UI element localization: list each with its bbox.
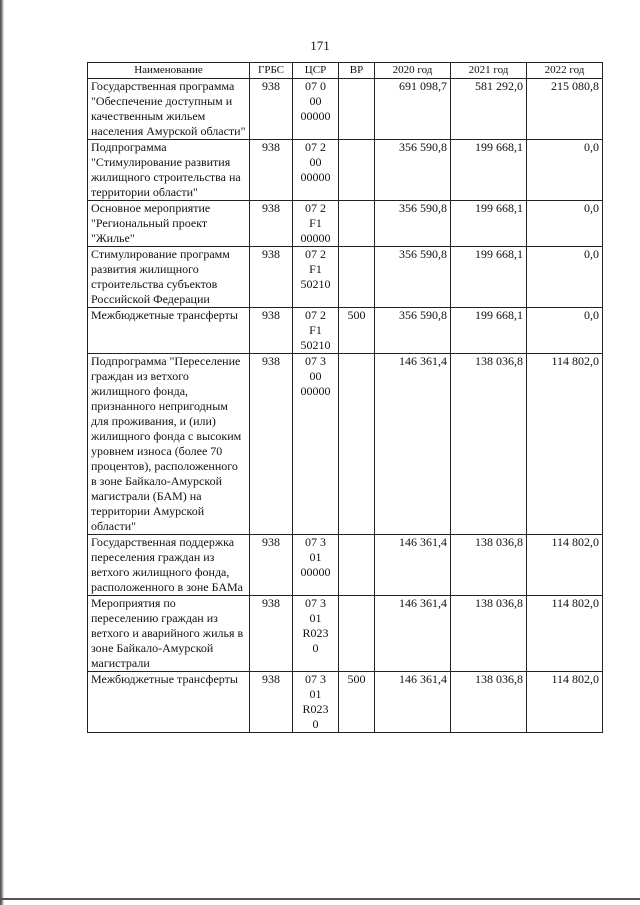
- cell-name: Подпрограмма "Переселение граждан из ветхого жилищного фонда, признанного непригодным для проживания, и (или) жилищного фонда с высоким уровнем износа (более 70 процентов), расположенного в зоне Байкало-Амурской магистрали (БАМ) на территории Амурской области": [88, 354, 250, 535]
- cell-2021: 138 036,8: [451, 535, 527, 596]
- csr-part: 07 3: [305, 354, 326, 368]
- cell-name: Межбюджетные трансферты: [88, 308, 250, 354]
- cell-grbs: 938: [250, 672, 293, 733]
- cell-vr: [339, 247, 375, 308]
- table-row: [88, 535, 603, 596]
- csr-part: 0: [312, 641, 319, 655]
- cell-name: Государственная программа "Обеспечение доступным и качественным жильем населения Амурской области": [88, 79, 250, 140]
- cell-vr: [339, 201, 375, 247]
- cell-csr: [293, 308, 339, 354]
- csr-part: 00000: [300, 565, 331, 579]
- cell-name: Стимулирование программ развития жилищного строительства субъектов Российской Федерации: [88, 247, 250, 308]
- csr-part: F1: [309, 323, 322, 337]
- table-row: [88, 672, 603, 733]
- csr-part: F1: [309, 216, 322, 230]
- cell-2022: 0,0: [527, 201, 603, 247]
- table-header-row: [88, 63, 603, 79]
- header-vr: ВР: [339, 63, 375, 79]
- cell-2021: 199 668,1: [451, 140, 527, 201]
- cell-2020: 356 590,8: [375, 247, 451, 308]
- cell-name: Мероприятия по переселению граждан из ветхого и аварийного жилья в зоне Байкало-Амурской магистрали: [88, 596, 250, 672]
- table-row: [88, 596, 603, 672]
- cell-vr: [339, 596, 375, 672]
- table-row: [88, 79, 603, 140]
- cell-csr: [293, 79, 339, 140]
- table-row: [88, 354, 603, 535]
- cell-2020: 356 590,8: [375, 201, 451, 247]
- cell-vr: [339, 79, 375, 140]
- csr-part: R023: [302, 702, 329, 716]
- cell-vr: 500: [339, 308, 375, 354]
- cell-2020: 356 590,8: [375, 140, 451, 201]
- csr-part: 07 2: [305, 201, 326, 215]
- table-row: [88, 308, 603, 354]
- csr-part: 01: [309, 611, 322, 625]
- csr-part: R023: [302, 626, 329, 640]
- cell-name: Основное мероприятие "Региональный проект "Жилье": [88, 201, 250, 247]
- cell-2022: 215 080,8: [527, 79, 603, 140]
- cell-grbs: 938: [250, 308, 293, 354]
- cell-grbs: 938: [250, 354, 293, 535]
- cell-grbs: 938: [250, 596, 293, 672]
- table-row: [88, 201, 603, 247]
- cell-2020: 146 361,4: [375, 354, 451, 535]
- cell-vr: [339, 354, 375, 535]
- csr-part: 00: [309, 369, 322, 383]
- cell-2022: 0,0: [527, 247, 603, 308]
- cell-grbs: 938: [250, 140, 293, 201]
- csr-part: 00: [309, 155, 322, 169]
- table-row: [88, 247, 603, 308]
- cell-csr: [293, 596, 339, 672]
- csr-part: 07 2: [305, 247, 326, 261]
- csr-part: 07 3: [305, 672, 326, 686]
- csr-part: 00000: [300, 170, 331, 184]
- csr-part: 50210: [300, 277, 331, 291]
- csr-part: 01: [309, 687, 322, 701]
- cell-csr: [293, 535, 339, 596]
- cell-csr: [293, 672, 339, 733]
- csr-part: 07 2: [305, 308, 326, 322]
- cell-2021: 138 036,8: [451, 672, 527, 733]
- csr-part: 07 0: [305, 79, 326, 93]
- csr-part: 07 3: [305, 535, 326, 549]
- csr-part: 0: [312, 717, 319, 731]
- cell-2022: 114 802,0: [527, 596, 603, 672]
- table-row: [88, 140, 603, 201]
- cell-csr: [293, 247, 339, 308]
- page-number: 171: [310, 38, 330, 53]
- cell-name: Подпрограмма "Стимулирование развития жилищного строительства на территории области": [88, 140, 250, 201]
- csr-part: 00: [309, 94, 322, 108]
- csr-part: 07 3: [305, 596, 326, 610]
- scan-bottom-edge: [0, 898, 640, 900]
- header-2022: 2022 год: [527, 63, 603, 79]
- cell-2021: 138 036,8: [451, 354, 527, 535]
- cell-2022: 114 802,0: [527, 672, 603, 733]
- cell-grbs: 938: [250, 247, 293, 308]
- header-grbs: ГРБС: [250, 63, 293, 79]
- cell-grbs: 938: [250, 79, 293, 140]
- budget-table: [87, 62, 603, 733]
- cell-2021: 581 292,0: [451, 79, 527, 140]
- cell-vr: [339, 140, 375, 201]
- cell-2021: 138 036,8: [451, 596, 527, 672]
- cell-2022: 114 802,0: [527, 535, 603, 596]
- header-2021: 2021 год: [451, 63, 527, 79]
- cell-vr: 500: [339, 672, 375, 733]
- cell-grbs: 938: [250, 535, 293, 596]
- header-name: Наименование: [88, 63, 250, 79]
- csr-part: 00000: [300, 231, 331, 245]
- cell-2020: 356 590,8: [375, 308, 451, 354]
- cell-grbs: 938: [250, 201, 293, 247]
- cell-2020: 146 361,4: [375, 596, 451, 672]
- csr-part: 07 2: [305, 140, 326, 154]
- cell-2020: 691 098,7: [375, 79, 451, 140]
- cell-2022: 114 802,0: [527, 354, 603, 535]
- cell-name: Государственная поддержка переселения граждан из ветхого жилищного фонда, расположенного в зоне БАМа: [88, 535, 250, 596]
- cell-2021: 199 668,1: [451, 308, 527, 354]
- cell-csr: [293, 140, 339, 201]
- cell-name: Межбюджетные трансферты: [88, 672, 250, 733]
- header-2020: 2020 год: [375, 63, 451, 79]
- csr-part: F1: [309, 262, 322, 276]
- header-csr: ЦСР: [293, 63, 339, 79]
- csr-part: 01: [309, 550, 322, 564]
- csr-part: 00000: [300, 384, 331, 398]
- csr-part: 00000: [300, 109, 331, 123]
- cell-2020: 146 361,4: [375, 672, 451, 733]
- csr-part: 50210: [300, 338, 331, 352]
- cell-2021: 199 668,1: [451, 247, 527, 308]
- scan-edge-shadow: [0, 0, 4, 905]
- cell-csr: [293, 201, 339, 247]
- cell-vr: [339, 535, 375, 596]
- cell-2021: 199 668,1: [451, 201, 527, 247]
- cell-2022: 0,0: [527, 308, 603, 354]
- cell-2022: 0,0: [527, 140, 603, 201]
- cell-csr: [293, 354, 339, 535]
- cell-2020: 146 361,4: [375, 535, 451, 596]
